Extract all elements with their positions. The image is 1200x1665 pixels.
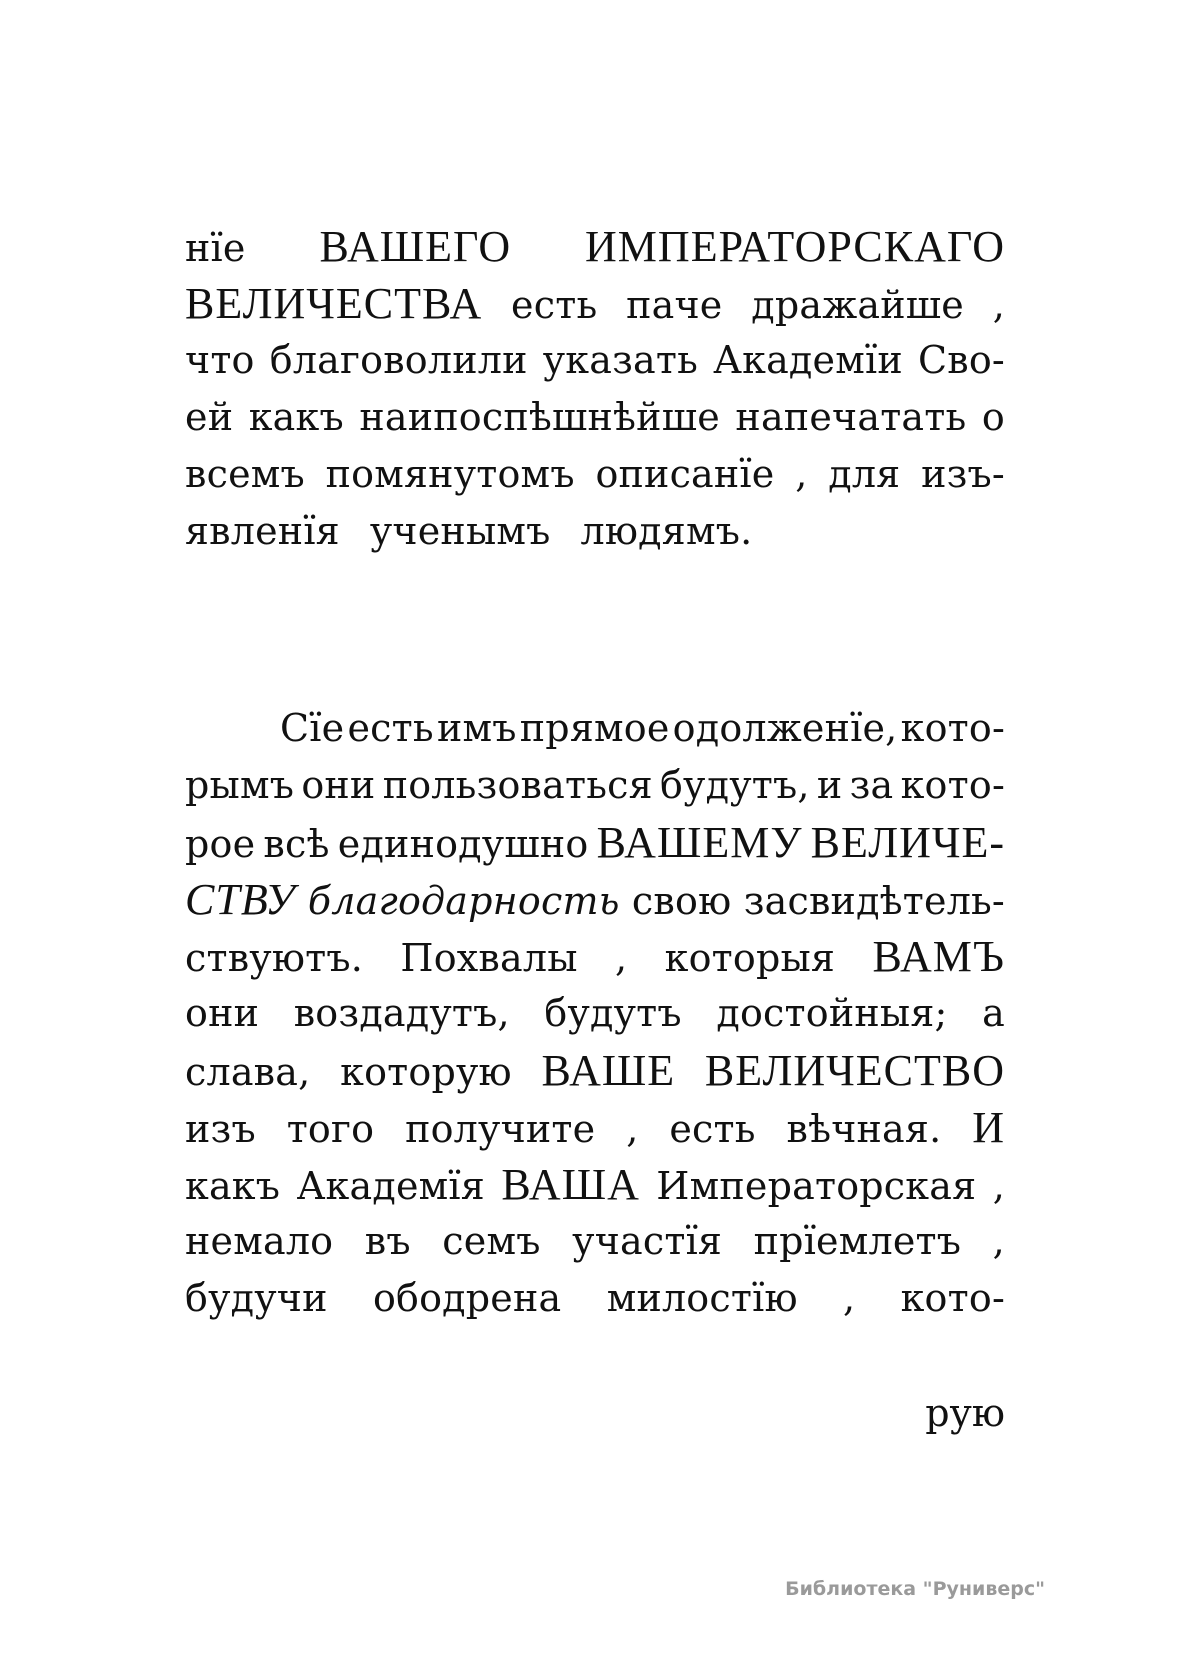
word: какъ	[248, 395, 344, 439]
word: за	[849, 763, 894, 807]
word: а	[982, 991, 1005, 1035]
text-line	[185, 757, 1005, 814]
word: ВАШЕМУ	[596, 818, 803, 867]
text-line	[185, 503, 1005, 560]
word: семъ	[442, 1219, 541, 1263]
word: какъ	[185, 1164, 281, 1208]
word: ,	[843, 1276, 856, 1320]
word: ВАМЪ	[872, 932, 1005, 981]
word: кото-	[900, 706, 1005, 750]
word: ВАШЕ	[541, 1046, 676, 1095]
word: ВЕЛИЧЕ-	[810, 818, 1005, 867]
catchword: рую	[925, 1391, 1005, 1435]
word: Академїя	[296, 1164, 485, 1208]
word: Императорская	[656, 1164, 977, 1208]
word: единодушно	[337, 822, 589, 866]
word: будутъ,	[659, 763, 810, 807]
word: кото-	[900, 1276, 1005, 1320]
text-line	[185, 814, 1005, 871]
word: всемъ	[185, 452, 305, 496]
word: засвидѣтель-	[743, 879, 1005, 923]
word: ВАША	[501, 1160, 640, 1209]
word: что	[185, 338, 255, 382]
word: есть	[669, 1107, 756, 1151]
word: есть	[347, 706, 434, 750]
word: они	[185, 991, 260, 1035]
word: всѣ	[263, 822, 330, 866]
word: прямое	[519, 706, 670, 750]
word: ВЕЛИЧЕСТВО	[704, 1046, 1005, 1095]
text-line	[185, 1042, 1005, 1099]
text-line	[185, 446, 1005, 503]
word: слава,	[185, 1050, 311, 1094]
text-line	[185, 389, 1005, 446]
word: И	[972, 1103, 1005, 1152]
word: ей	[185, 395, 234, 439]
word: въ	[364, 1219, 411, 1263]
word: Академїи	[713, 338, 903, 382]
text-line	[185, 1099, 1005, 1156]
text-line	[185, 700, 1005, 757]
word: ,	[992, 283, 1005, 327]
word: для	[828, 452, 901, 496]
word: будучи	[185, 1276, 328, 1320]
text-line	[185, 1213, 1005, 1270]
word: Сво-	[917, 338, 1005, 382]
word: явленїя	[185, 509, 340, 553]
word: которую	[340, 1050, 512, 1094]
text-line	[185, 928, 1005, 985]
word: помянутомъ	[325, 452, 575, 496]
word: рымъ	[185, 763, 295, 807]
word: ,	[795, 452, 808, 496]
word: есть	[511, 283, 598, 327]
word: ВЕЛИЧЕСТВА	[185, 279, 483, 328]
word: людямъ.	[580, 509, 753, 553]
word: милостїю	[606, 1276, 798, 1320]
word: ,	[992, 1219, 1005, 1263]
word: Похвалы	[400, 936, 578, 980]
word: изъ	[185, 1107, 256, 1151]
word: рое	[185, 822, 256, 866]
text-line	[185, 275, 1005, 332]
word: о	[981, 395, 1005, 439]
word: будутъ	[544, 991, 682, 1035]
word: имъ	[436, 706, 517, 750]
word: благодарность	[307, 879, 620, 923]
word: кото-	[900, 763, 1005, 807]
word: ИМПЕРАТОРСКАГО	[585, 222, 1005, 271]
word: они	[301, 763, 376, 807]
word: дражайше	[751, 283, 964, 327]
word: ВАШЕГО	[319, 222, 512, 271]
word: ствуютъ.	[185, 936, 364, 980]
word: Сїе	[280, 706, 345, 750]
word: наипоспѣшнѣйше	[359, 395, 720, 439]
word: получите	[405, 1107, 596, 1151]
word: ,	[615, 936, 628, 980]
text-line	[185, 332, 1005, 389]
word: ,	[992, 1164, 1005, 1208]
word: ,	[626, 1107, 639, 1151]
text-line	[185, 871, 1005, 928]
word: пользоваться	[382, 763, 653, 807]
word: указать	[542, 338, 699, 382]
text-line	[185, 1156, 1005, 1213]
word: ученымъ	[369, 509, 551, 553]
word: паче	[626, 283, 723, 327]
word: нїе	[185, 226, 246, 270]
word: участїя	[572, 1219, 723, 1263]
word: благоволили	[269, 338, 528, 382]
word: достойныя;	[716, 991, 948, 1035]
word: немало	[185, 1219, 334, 1263]
word: СТВУ	[185, 875, 296, 924]
word: одолженїе,	[672, 706, 898, 750]
word: свою	[631, 879, 732, 923]
word: напечатать	[735, 395, 967, 439]
word: и	[816, 763, 843, 807]
word: которыя	[664, 936, 836, 980]
word: того	[286, 1107, 375, 1151]
word: изъ-	[921, 452, 1005, 496]
word: прїемлетъ	[753, 1219, 962, 1263]
text-line	[185, 985, 1005, 1042]
library-watermark: Библиотека "Руниверс"	[785, 1578, 1045, 1600]
paragraph-one	[185, 218, 1005, 560]
word: вѣчная.	[786, 1107, 942, 1151]
word: воздадутъ,	[293, 991, 510, 1035]
word: ободрена	[372, 1276, 562, 1320]
word: описанїе	[595, 452, 775, 496]
text-line	[185, 1270, 1005, 1327]
paragraph-two	[185, 700, 1005, 1327]
text-line	[185, 218, 1005, 275]
